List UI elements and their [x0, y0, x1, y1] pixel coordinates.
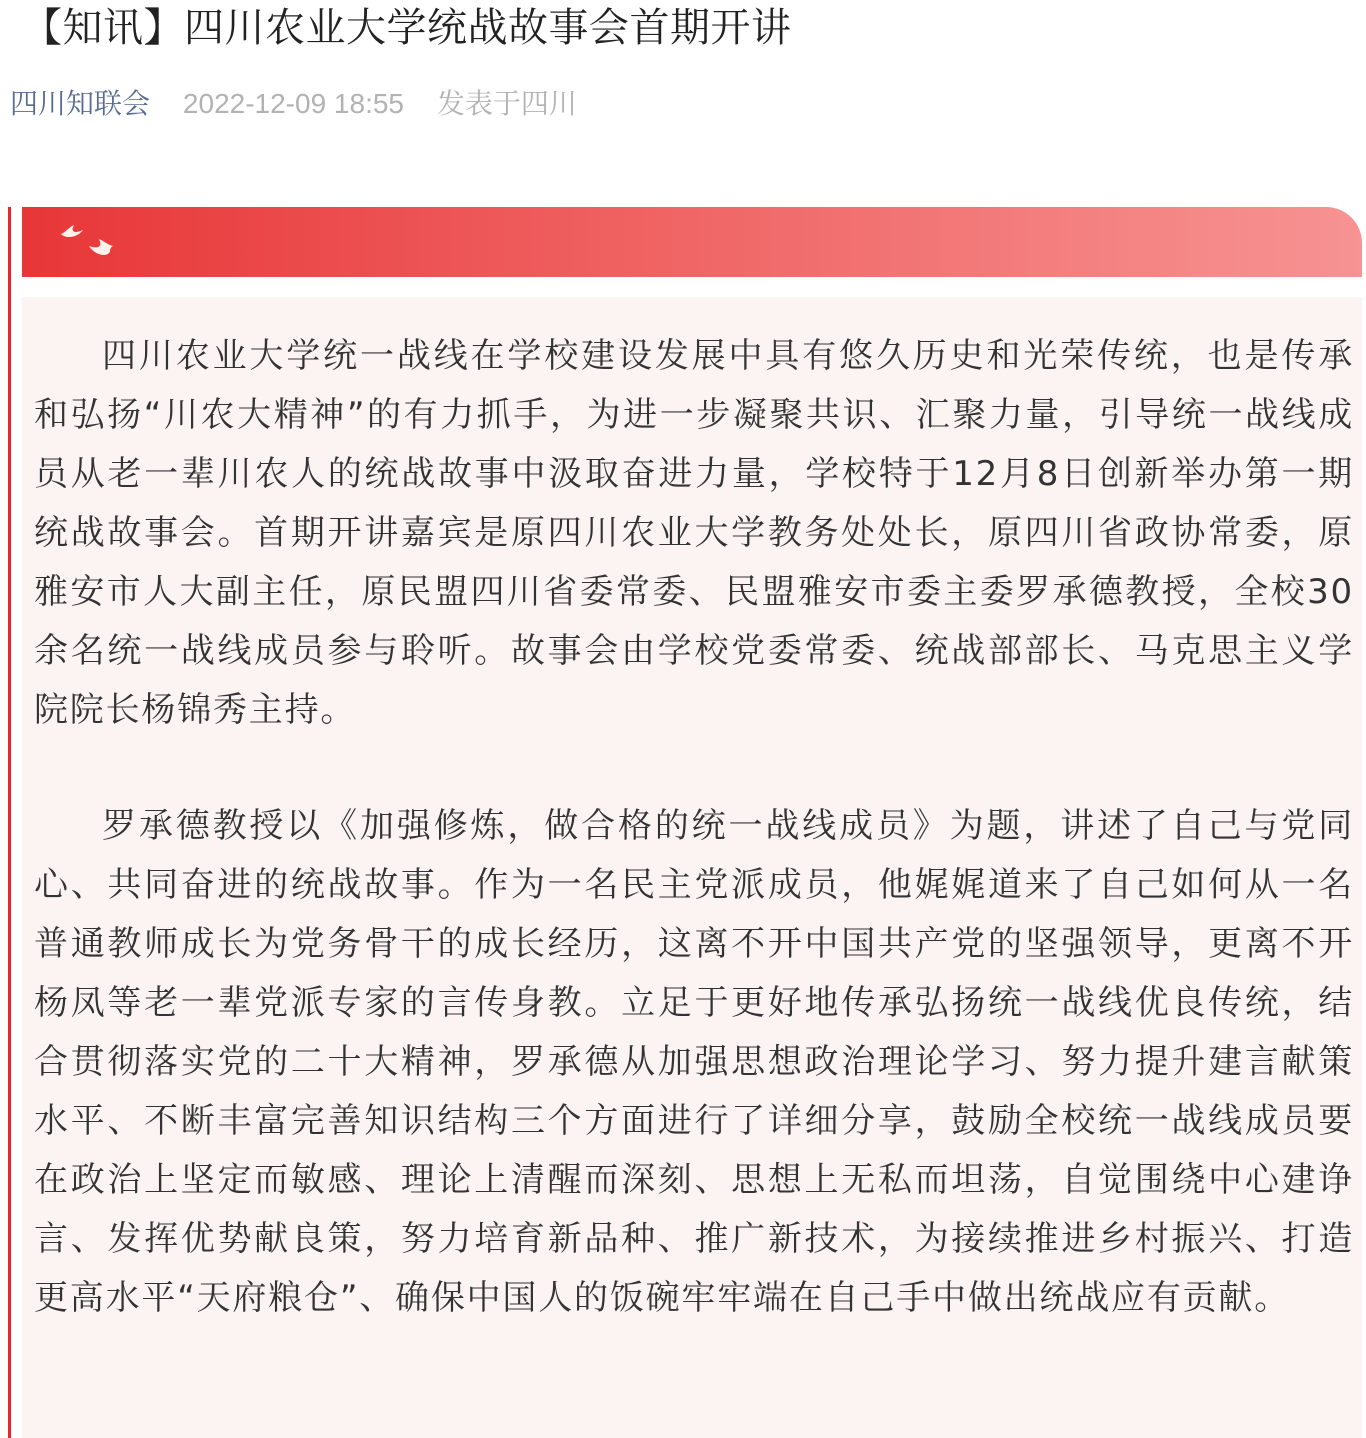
- paragraph: 四川农业大学统一战线在学校建设发展中具有悠久历史和光荣传统，也是传承和弘扬“川农大精神”的有力抓手，为进一步凝聚共识、汇聚力量，引导统一战线成员从老一辈川农人的统战故事中汲取奋进力量，学校特于12月8日创新举办第一期统战故事会。首期开讲嘉宾是原四川农业大学教务处处长，原四川省政协常委，原雅安市人大副主任，原民盟四川省委常委、民盟雅安市委主委罗承德教授，全校30余名统一战线成员参与聆听。故事会由学校党委常委、统战部部长、马克思主义学院院长杨锦秀主持。: [34, 336, 1354, 730]
- section-banner: [22, 207, 1362, 277]
- article-body: [22, 297, 1362, 1438]
- author-link[interactable]: 四川知联会: [10, 87, 151, 120]
- dove-icon: [88, 238, 114, 258]
- publish-date: 2022-12-09 18:55: [182, 88, 404, 119]
- article-meta: [10, 82, 577, 126]
- accent-rule: [8, 207, 11, 1438]
- paragraph: 罗承德教授以《加强修炼，做合格的统一战线成员》为题，讲述了自己与党同心、共同奋进的统战故事。作为一名民主党派成员，他娓娓道来了自己如何从一名普通教师成长为党务骨干的成长经历，这离不开中国共产党的坚强领导，更离不开杨凤等老一辈党派专家的言传身教。立足于更好地传承弘扬统一战线优良传统，结合贯彻落实党的二十大精神，罗承德从加强思想政治理论学习、努力提升建言献策水平、不断丰富完善知识结构三个方面进行了详细分享，鼓励全校统一战线成员要在政治上坚定而敏感、理论上清醒而深刻、思想上无私而坦荡，自觉围绕中心建诤言、发挥优势献良策，努力培育新品种、推广新技术，为接续推进乡村振兴、打造更高水平“天府粮仓”、确保中国人的饭碗牢牢端在自己手中做出统战应有贡献。: [34, 806, 1354, 1318]
- article-title: 【知讯】四川农业大学统战故事会首期开讲: [22, 5, 792, 51]
- dove-icon: [60, 224, 84, 242]
- publish-location: 发表于四川: [436, 87, 577, 120]
